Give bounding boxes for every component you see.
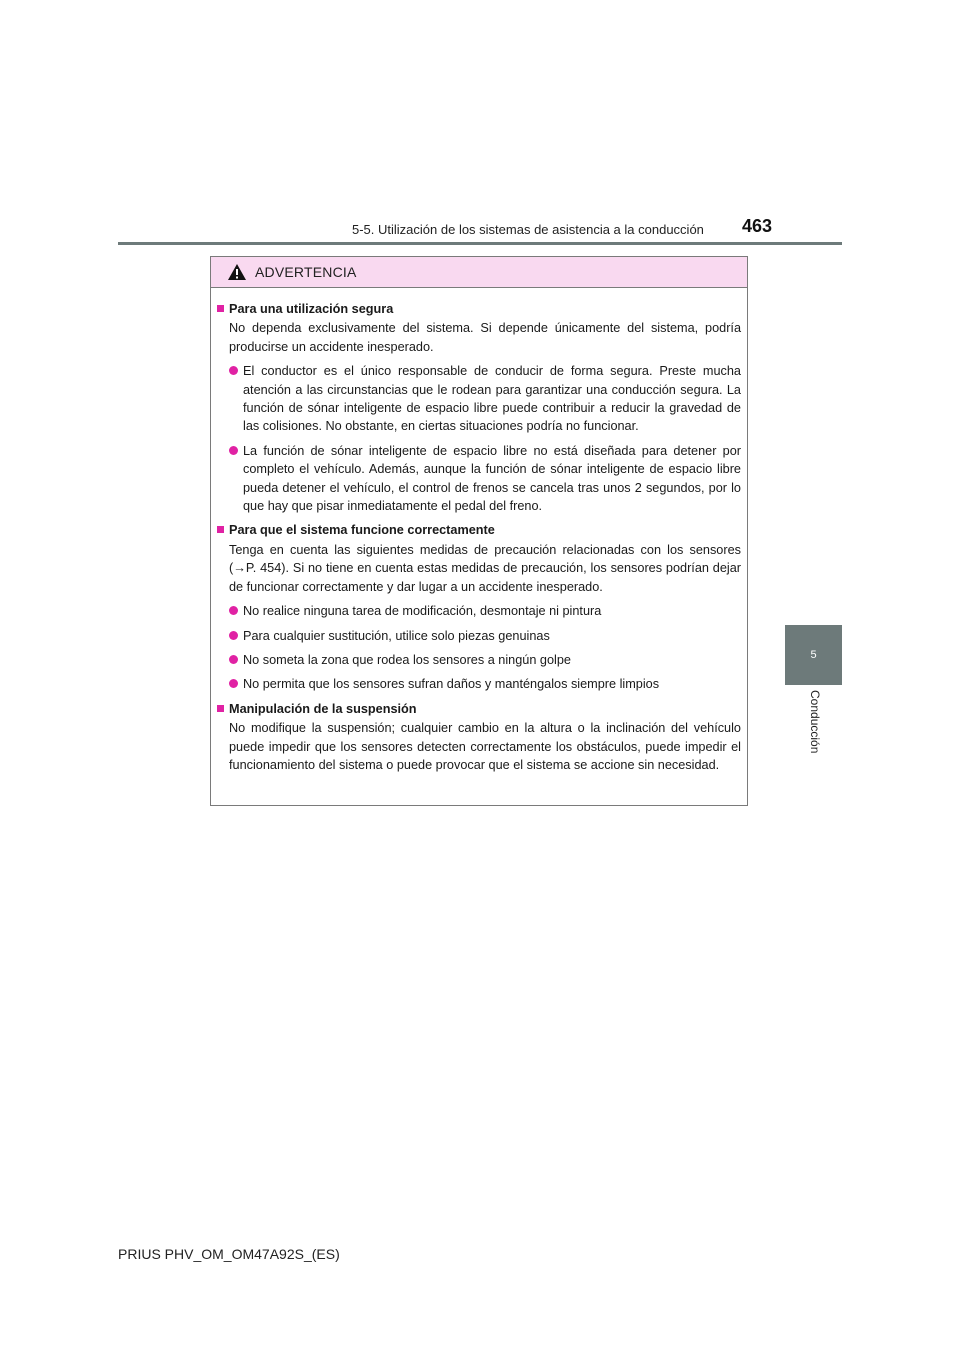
header-rule xyxy=(118,242,842,245)
subsection-heading-text: Para una utilización segura xyxy=(229,302,394,316)
circle-bullet-icon xyxy=(229,679,238,688)
chapter-number: 5 xyxy=(810,649,817,661)
circle-bullet-icon xyxy=(229,631,238,640)
subsection-heading xyxy=(217,700,741,718)
warning-title: ADVERTENCIA xyxy=(255,264,357,280)
list-item-text: No realice ninguna tarea de modificación, desmontaje ni pintura xyxy=(243,604,602,619)
circle-bullet-icon xyxy=(229,606,238,615)
circle-bullet-icon xyxy=(229,366,238,375)
list-item xyxy=(217,602,741,620)
warning-box xyxy=(210,256,748,806)
chapter-label: Conducción xyxy=(808,690,822,754)
list-item xyxy=(217,627,741,645)
subsection-heading xyxy=(217,300,741,318)
subsection-heading-text: Manipulación de la suspensión xyxy=(229,701,417,716)
section-title: 5-5. Utilización de los sistemas de asistencia a la conducción xyxy=(352,222,704,237)
list-item-text: No someta la zona que rodea los sensores a ningún golpe xyxy=(243,652,571,667)
list-item-text: El conductor es el único responsable de conducir de forma segura. Preste mucha atención a las circunstancias que le rodean para garantizar una conducción segura. La función de sónar inteligente de espacio libre puede contribuir a reducir la gravedad de las colisiones. No obstante, en ciertas situaciones podría no funcionar. xyxy=(243,364,741,434)
paragraph: No dependa exclusivamente del sistema. Si depende únicamente del sistema, podría producirse un accidente inesperado. xyxy=(229,321,741,354)
chapter-tab xyxy=(785,625,842,685)
square-bullet-icon xyxy=(217,526,224,533)
list-item-text: No permita que los sensores sufran daños y manténgalos siempre limpios xyxy=(243,677,660,692)
paragraph: No modifique la suspensión; cualquier cambio en la altura o la inclinación del vehículo puede impedir que los sensores detecten correctamente los obstáculos, puede impedir el funcionamiento del sistema o puede provocar que el sistema se accione sin necesidad. xyxy=(229,721,741,772)
subsection-heading xyxy=(217,521,741,539)
page-number: 463 xyxy=(742,216,773,236)
warning-body xyxy=(211,288,747,774)
document-code: PRIUS PHV_OM_OM47A92S_(ES) xyxy=(118,1246,340,1262)
square-bullet-icon xyxy=(217,305,224,312)
list-item xyxy=(217,362,741,436)
subsection-heading-text: Para que el sistema funcione correctamente xyxy=(229,523,495,538)
list-item xyxy=(217,675,741,693)
circle-bullet-icon xyxy=(229,655,238,664)
list-item xyxy=(217,442,741,516)
square-bullet-icon xyxy=(217,705,224,712)
warning-header xyxy=(211,257,747,288)
circle-bullet-icon xyxy=(229,446,238,455)
paragraph: Tenga en cuenta las siguientes medidas de precaución relacionadas con los sensores (→P. 454). Si no tiene en cuenta estas medidas de precaución, los sensores podrían dejar de funcionar correctamente y dar lugar a un accidente inesperado. xyxy=(229,542,741,594)
list-item-text: Para cualquier sustitución, utilice solo piezas genuinas xyxy=(243,628,550,643)
list-item-text: La función de sónar inteligente de espacio libre no está diseñada para detener por completo el vehículo. Además, aunque la función de sónar inteligente de espacio libre pueda detener el vehículo, el control de frenos se cancela tras unos 2 segundos, por lo que hay que pisar inmediatamente el pedal del freno. xyxy=(243,443,741,514)
warning-triangle-icon xyxy=(227,263,247,281)
list-item xyxy=(217,651,741,669)
